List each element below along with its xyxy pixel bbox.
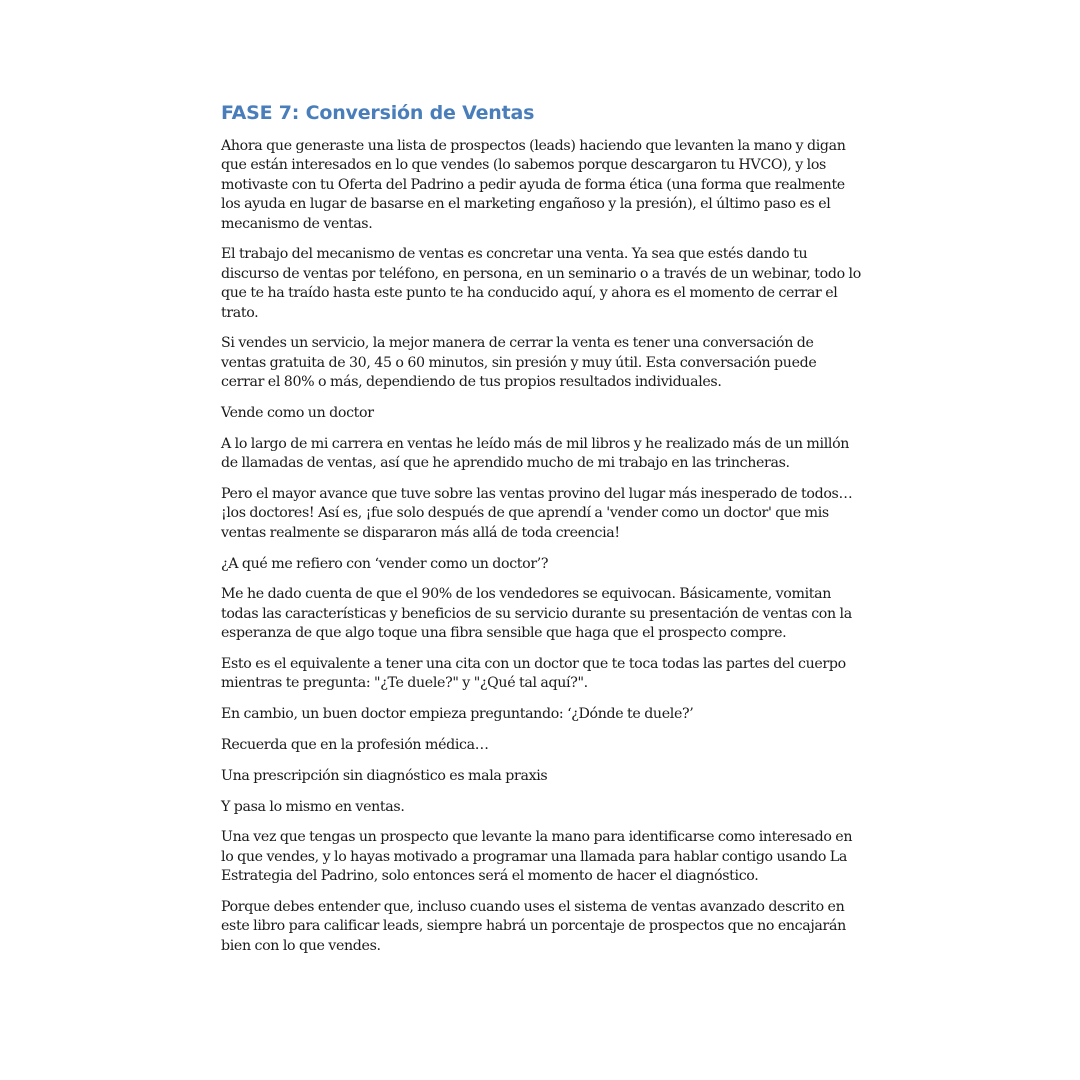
paragraph-sales-mechanism: El trabajo del mecanismo de ventas es concretar una venta. Ya sea que estés dando tu discurso de ventas por teléfono, en persona, en un seminario o a través de un webinar, todo lo que te ha traído hasta este punto te ha conducido aquí, y ahora es el momento de cerrar el trato. [221,246,861,321]
paragraph-malpractice: Una prescripción sin diagnóstico es mala praxis [221,767,548,784]
document-page [221,100,861,968]
paragraph-same-in-sales: Y pasa lo mismo en ventas. [221,798,405,815]
paragraph-equivalent: Esto es el equivalente a tener una cita con un doctor que te toca todas las partes del cuerpo mientras te pregunta: "¿Te duele?" y "¿Qué tal aquí?". [221,656,846,692]
paragraph-intro: Ahora que generaste una lista de prospectos (leads) haciendo que levanten la mano y digan que están interesados en lo que vendes (lo sabemos porque descargaron tu HVCO), y los motivaste con tu Oferta del Padrino a pedir ayuda de forma ética (una forma que realmente los ayuda en lugar de basarse en el marketing engañoso y la presión), el último paso es el mecanismo de ventas. [221,138,846,232]
paragraph-career: A lo largo de mi carrera en ventas he leído más de mil libros y he realizado más de un millón de llamadas de ventas, así que he aprendido mucho de mi trabajo en las trincheras. [221,435,850,472]
paragraph-sellers-wrong: Me he dado cuenta de que el 90% de los vendedores se equivocan. Básicamente, vomitan todas las características y beneficios de su servicio durante su presentación de ventas con la esperanza de que algo toque una fibra sensible que haga que el prospecto compre. [221,586,852,642]
page-title: FASE 7: Conversión de Ventas [221,102,535,124]
paragraph-question: ¿A qué me refiero con ‘vender como un doctor’? [221,555,549,572]
paragraph-diagnosis: Una vez que tengas un prospecto que levante la mano para identificarse como interesado en lo que vendes, y lo hayas motivado a programar una llamada para hablar contigo usando La Estrategia del Padrino, solo entonces será el momento de hacer el diagnóstico. [221,829,853,885]
subheading-sell-like-doctor: Vende como un doctor [221,405,374,422]
paragraph-good-doctor: En cambio, un buen doctor empieza preguntando: ‘¿Dónde te duele?’ [221,706,694,723]
paragraph-sell-service: Si vendes un servicio, la mejor manera de cerrar la venta es tener una conversación de ventas gratuita de 30, 45 o 60 minutos, sin presión y muy útil. Esta conversación puede cerrar el 80% o más, dependiendo de tus propios resultados individuales. [221,335,817,391]
paragraph-doctors: Pero el mayor avance que tuve sobre las ventas provino del lugar más inesperado de todos… ¡los doctores! Así es, ¡fue solo después de que aprendí a 'vender como un doctor' que mis ventas realmente se dispararon más allá de toda creencia! [221,486,853,541]
paragraph-medical-profession: Recuerda que en la profesión médica… [221,737,489,754]
paragraph-fit-percentage: Porque debes entender que, incluso cuando uses el sistema de ventas avanzado descrito en este libro para calificar leads, siempre habrá un porcentaje de prospectos que no encajarán bien con lo que vendes. [221,899,846,954]
